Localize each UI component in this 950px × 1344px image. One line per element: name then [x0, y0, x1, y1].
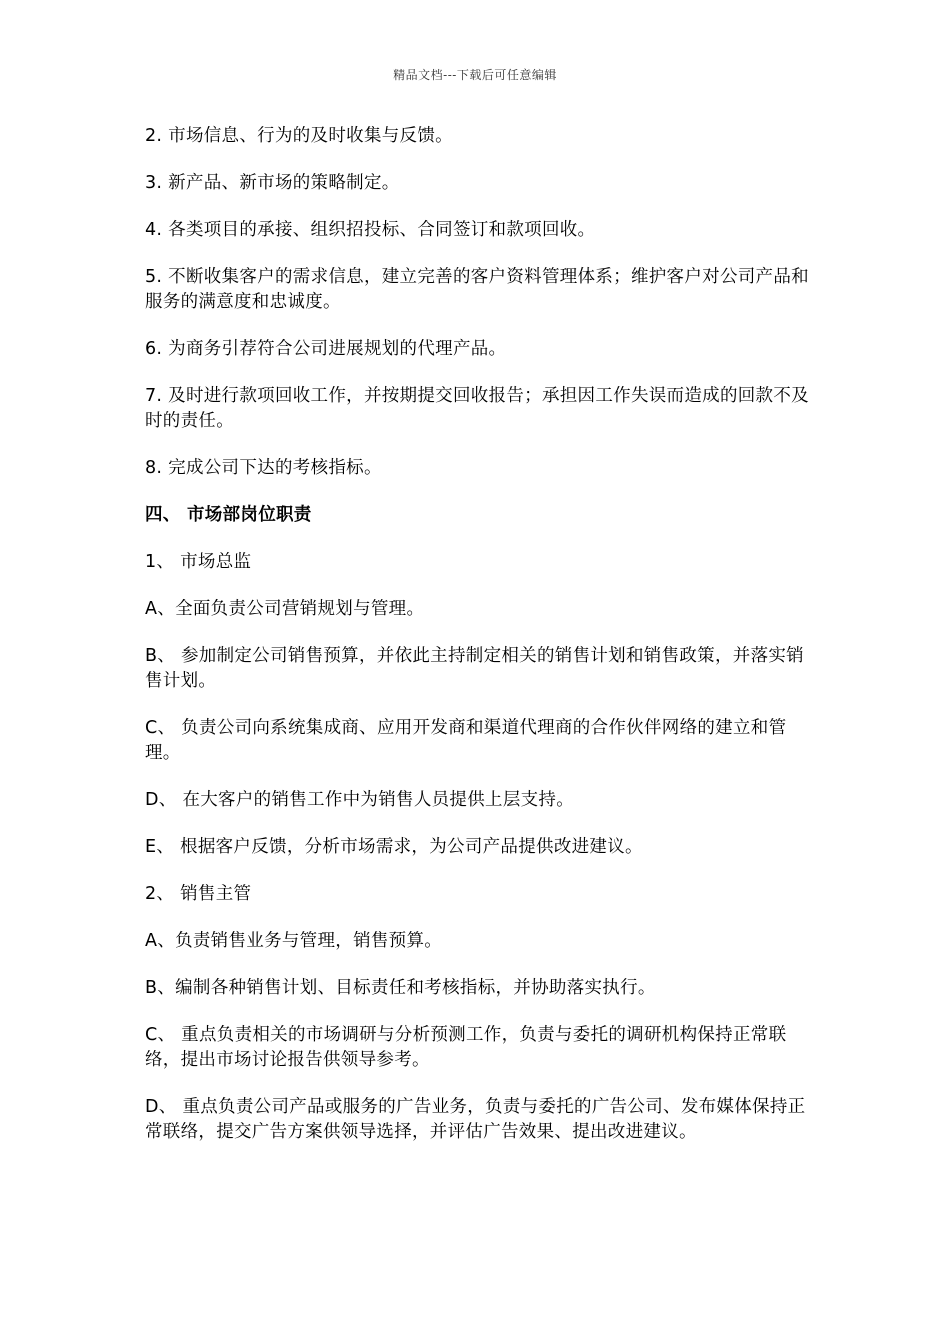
paragraph: 4. 各类项目的承接、组织招投标、合同签订和款项回收。: [145, 220, 596, 240]
paragraph: B、编制各种销售计划、目标责任和考核指标，并协助落实执行。: [145, 978, 656, 998]
section-heading: 四、 市场部岗位职责: [145, 505, 312, 525]
paragraph: 3. 新产品、新市场的策略制定。: [145, 173, 400, 193]
paragraph: 2. 市场信息、行为的及时收集与反馈。: [145, 126, 453, 146]
page-header: 精品文档---下载后可任意编辑: [393, 68, 557, 82]
paragraph: D、 在大客户的销售工作中为销售人员提供上层支持。: [145, 790, 575, 810]
paragraph: A、全面负责公司营销规划与管理。: [145, 599, 425, 619]
paragraph: 7. 及时进行款项回收工作，并按期提交回收报告；承担因工作失误而造成的回款不及时的责任。: [145, 386, 809, 431]
paragraph: E、 根据客户反馈，分析市场需求，为公司产品提供改进建议。: [145, 837, 643, 857]
paragraph: C、 负责公司向系统集成商、应用开发商和渠道代理商的合作伙伴网络的建立和管理。: [145, 718, 787, 763]
paragraph: 8. 完成公司下达的考核指标。: [145, 458, 382, 478]
subsection-heading: 2、 销售主管: [145, 884, 252, 904]
paragraph: 6. 为商务引荐符合公司进展规划的代理产品。: [145, 339, 507, 359]
subsection-heading: 1、 市场总监: [145, 552, 252, 572]
paragraph: 5. 不断收集客户的需求信息，建立完善的客户资料管理体系；维护客户对公司产品和服务的满意度和忠诚度。: [145, 267, 809, 312]
paragraph: A、负责销售业务与管理，销售预算。: [145, 931, 443, 951]
paragraph: B、 参加制定公司销售预算，并依此主持制定相关的销售计划和销售政策，并落实销售计划。: [145, 646, 804, 691]
paragraph: D、 重点负责公司产品或服务的广告业务，负责与委托的广告公司、发布媒体保持正常联络，提交广告方案供领导选择，并评估广告效果、提出改进建议。: [145, 1097, 806, 1142]
document-body: [145, 124, 810, 1167]
paragraph: C、 重点负责相关的市场调研与分析预测工作，负责与委托的调研机构保持正常联络，提出市场讨论报告供领导参考。: [145, 1025, 787, 1070]
